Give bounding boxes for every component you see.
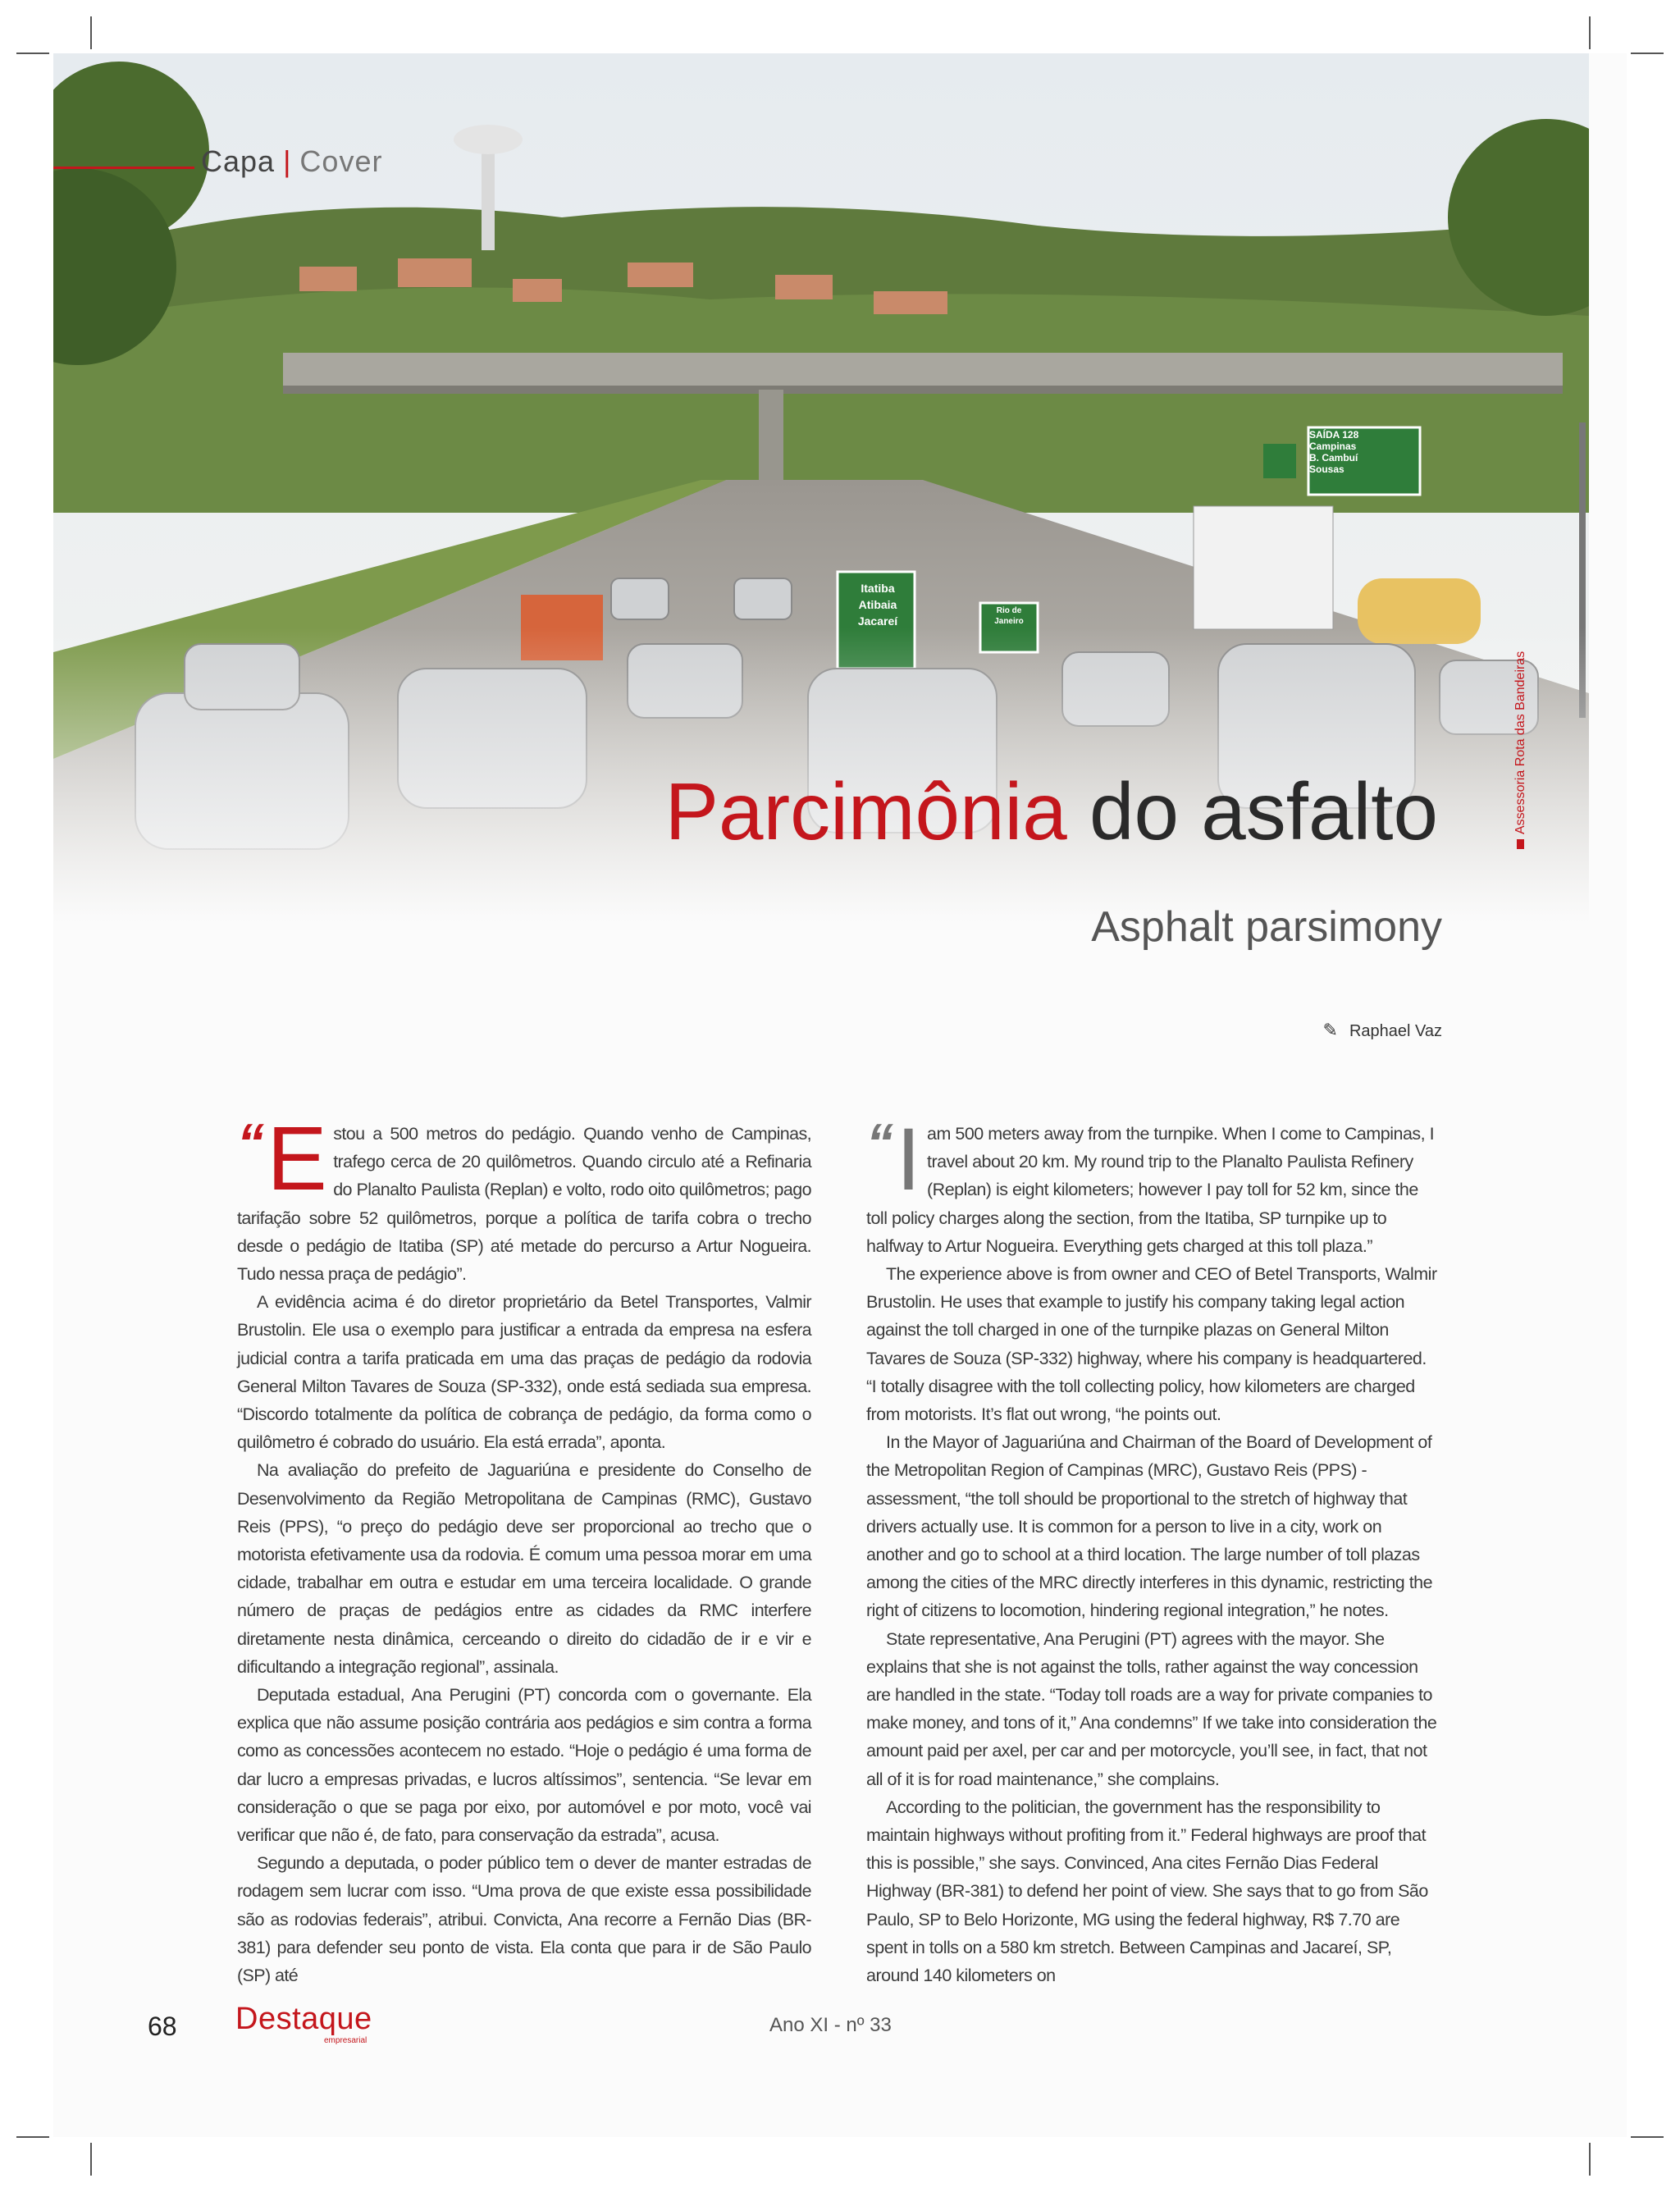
magazine-logo-sub: empresarial	[324, 2036, 368, 2045]
paragraph: State representative, Ana Perugini (PT) agrees with the mayor. She explains that she is not against the tolls, rather against the way concession are handled in the state. “Today toll roads are a way for private companies to make money, and tons of it,” Ana condemns” If we take into consideration the amount paid per axel, per car and per motorcycle, you’ll see, in fact, that not all of it is for road maintenance,” she complains.	[866, 1628, 1437, 1789]
crop-mark	[90, 16, 92, 49]
crop-mark	[1589, 2143, 1591, 2176]
magazine-logo: Destaque	[235, 2002, 372, 2036]
crop-mark	[90, 2143, 92, 2176]
section-label	[201, 144, 382, 179]
paragraph: Segundo a deputada, o poder público tem o dever de manter estradas de rodagem sem lucrar com isso. “Uma prova de que existe essa possibilidade são as rodovias federais”, atribui. Convicta, Ana recorre a Fernão Dias (BR-381) para defender seu ponto de vista. Ela conta que para ir de São Paulo (SP) até	[237, 1853, 811, 1986]
paragraph: According to the politician, the government has the responsibility to maintain highways without profiting from it.” Federal highways are proof that this is possible,” she says. Convinced, Ana cites Fernão Dias Federal Highway (BR-381) to defend her point of view. She says that to go from São Paulo, SP to Belo Horizonte, MG using the federal highway, R$ 7.70 are spent in tolls on a 580 km stretch. Between Campinas and Jacareí, SP, around 140 kilometers on	[866, 1797, 1428, 1986]
article-column-english	[866, 1109, 1440, 1989]
section-pt: Capa	[201, 144, 276, 178]
title-rest: do asfalto	[1089, 766, 1438, 856]
sign-line: Campinas	[1309, 441, 1357, 452]
dropcap: E	[267, 1108, 327, 1209]
photo-credit-text: Assessoria Rota das Bandeiras	[1513, 651, 1527, 834]
crop-mark	[1589, 16, 1591, 49]
paragraph-text: am 500 meters away from the turnpike. When I come to Campinas, I travel about 20 km. My round trip to the Planalto Paulista Refinery (Replan) is eight kilometers; however I pay toll for 52 km, since the toll policy charges along the section, from the Itatiba, SP turnpike up to halfway to Artur Nogueira. Everything gets charged at this toll plaza.”	[866, 1124, 1435, 1256]
paragraph: Deputada estadual, Ana Perugini (PT) concorda com o governante. Ela explica que não assume posição contrária aos pedágios e sim contra a forma como as concessões acontecem no estado. “Hoje o pedágio é uma forma de dar lucro a empresas privadas, e lucros altíssimos”, sentencia. “Se levar em consideração o que se paga por eixo, por automóvel e por moto, você vai verificar que não é, de fato, para conservação da estrada”, acusa.	[237, 1685, 811, 1846]
highway-sign-green	[841, 580, 915, 629]
sign-exit-label: SAÍDA	[1309, 429, 1340, 441]
dropcap: I	[896, 1109, 921, 1208]
paragraph	[866, 1109, 1440, 1260]
title-highlight: Parcimônia	[664, 766, 1067, 856]
crop-mark	[1631, 2136, 1664, 2138]
highway-sign-green-small	[981, 605, 1037, 627]
paragraph: The experience above is from owner and CEO of Betel Transports, Walmir Brustolin. He uses that example to justify his company taking legal action against the toll charged in one of the turnpike plazas on General Milton Tavares de Souza (SP-332) highway, where his company is headquartered. “I totally disagree with the toll collecting policy, how kilometers are charged from motorists. It’s flat out wrong, “he points out.	[866, 1264, 1437, 1425]
camera-icon	[1517, 839, 1524, 849]
sign-line: Sousas	[1309, 464, 1344, 475]
crop-mark	[16, 53, 49, 54]
sign-exit-number: 128	[1342, 429, 1359, 441]
author-byline	[1323, 1020, 1442, 1041]
photo-credit	[1513, 651, 1528, 849]
article-column-portuguese	[237, 1108, 811, 1989]
crop-mark	[1631, 53, 1664, 54]
quote-mark: “	[237, 1112, 264, 1173]
sign-line: Atibaia	[858, 598, 897, 611]
paragraph	[237, 1108, 811, 1288]
issue-label: Ano XI - nº 33	[769, 2014, 892, 2036]
pencil-icon: ✎	[1322, 1020, 1338, 1040]
author-name: Raphael Vaz	[1349, 1022, 1442, 1040]
crop-mark	[16, 2136, 49, 2138]
paragraph: Na avaliação do prefeito de Jaguariúna e presidente do Conselho de Desenvolvimento da Região Metropolitana de Campinas (RMC), Gustavo Reis (PPS), “o preço do pedágio deve ser proporcional ao trecho que o motorista efetivamente usa da rodovia. É comum uma pessoa morar em uma cidade, trabalhar em outra e estudar em uma terceira localidade. O grande número de praças de pedágios entre as cidades da RMC interfere diretamente nesta dinâmica, cerceando o direito do cidadão de ir e vir e dificultando a integração regional”, assinala.	[237, 1460, 811, 1677]
paragraph: A evidência acima é do diretor proprietário da Betel Transportes, Valmir Brustolin. Ele usa o exemplo para justificar a entrada da empresa na esfera judicial contra a tarifa praticada em uma das praças de pedágio da rodovia General Milton Tavares de Souza (SP-332), onde está sediada sua empresa. “Discordo totalmente da política de cobrança de pedágio, da forma como o quilômetro é cobrado do usuário. Ela está errada”, aponta.	[237, 1292, 811, 1453]
section-rule	[53, 167, 194, 169]
section-en: Cover	[299, 144, 383, 178]
quote-mark: “	[866, 1112, 893, 1173]
paragraph: In the Mayor of Jaguariúna and Chairman of the Board of Development of the Metropolitan Region of Campinas (MRC), Gustavo Reis (PPS) - assessment, “the toll should be proportional to the stretch of highway that drivers actually use. It is common for a person to live in a city, work on another and go to school at a third location. The large number of toll plazas among the cities of the MRC directly interferes in this dynamic, restricting the right of citizens to locomotion, hindering regional integration,” he notes.	[866, 1432, 1433, 1621]
page-number: 68	[148, 2012, 177, 2041]
article-title	[664, 766, 1438, 856]
sign-line: Rio de Janeiro	[994, 606, 1024, 626]
article-subtitle: Asphalt parsimony	[1091, 903, 1442, 951]
paragraph-text: stou a 500 metros do pedágio. Quando venho de Campinas, trafego cerca de 20 quilômetros. Quando circulo até a Refinaria do Planalto Paulista (Replan) e volto, rodo oito quilômetros; pago tarifação sobre 52 quilômetros, porque a política de tarifa cobra o trecho desde o pedágio de Itatiba (SP) até metade do percurso a Artur Nogueira. Tudo nessa praça de pedágio”.	[237, 1124, 811, 1285]
sign-line: Jacareí	[857, 614, 898, 628]
section-separator: |	[283, 144, 292, 178]
highway-sign-exit	[1309, 429, 1418, 475]
sign-line: Itatiba	[861, 582, 895, 595]
sign-line: B. Cambuí	[1309, 452, 1358, 464]
